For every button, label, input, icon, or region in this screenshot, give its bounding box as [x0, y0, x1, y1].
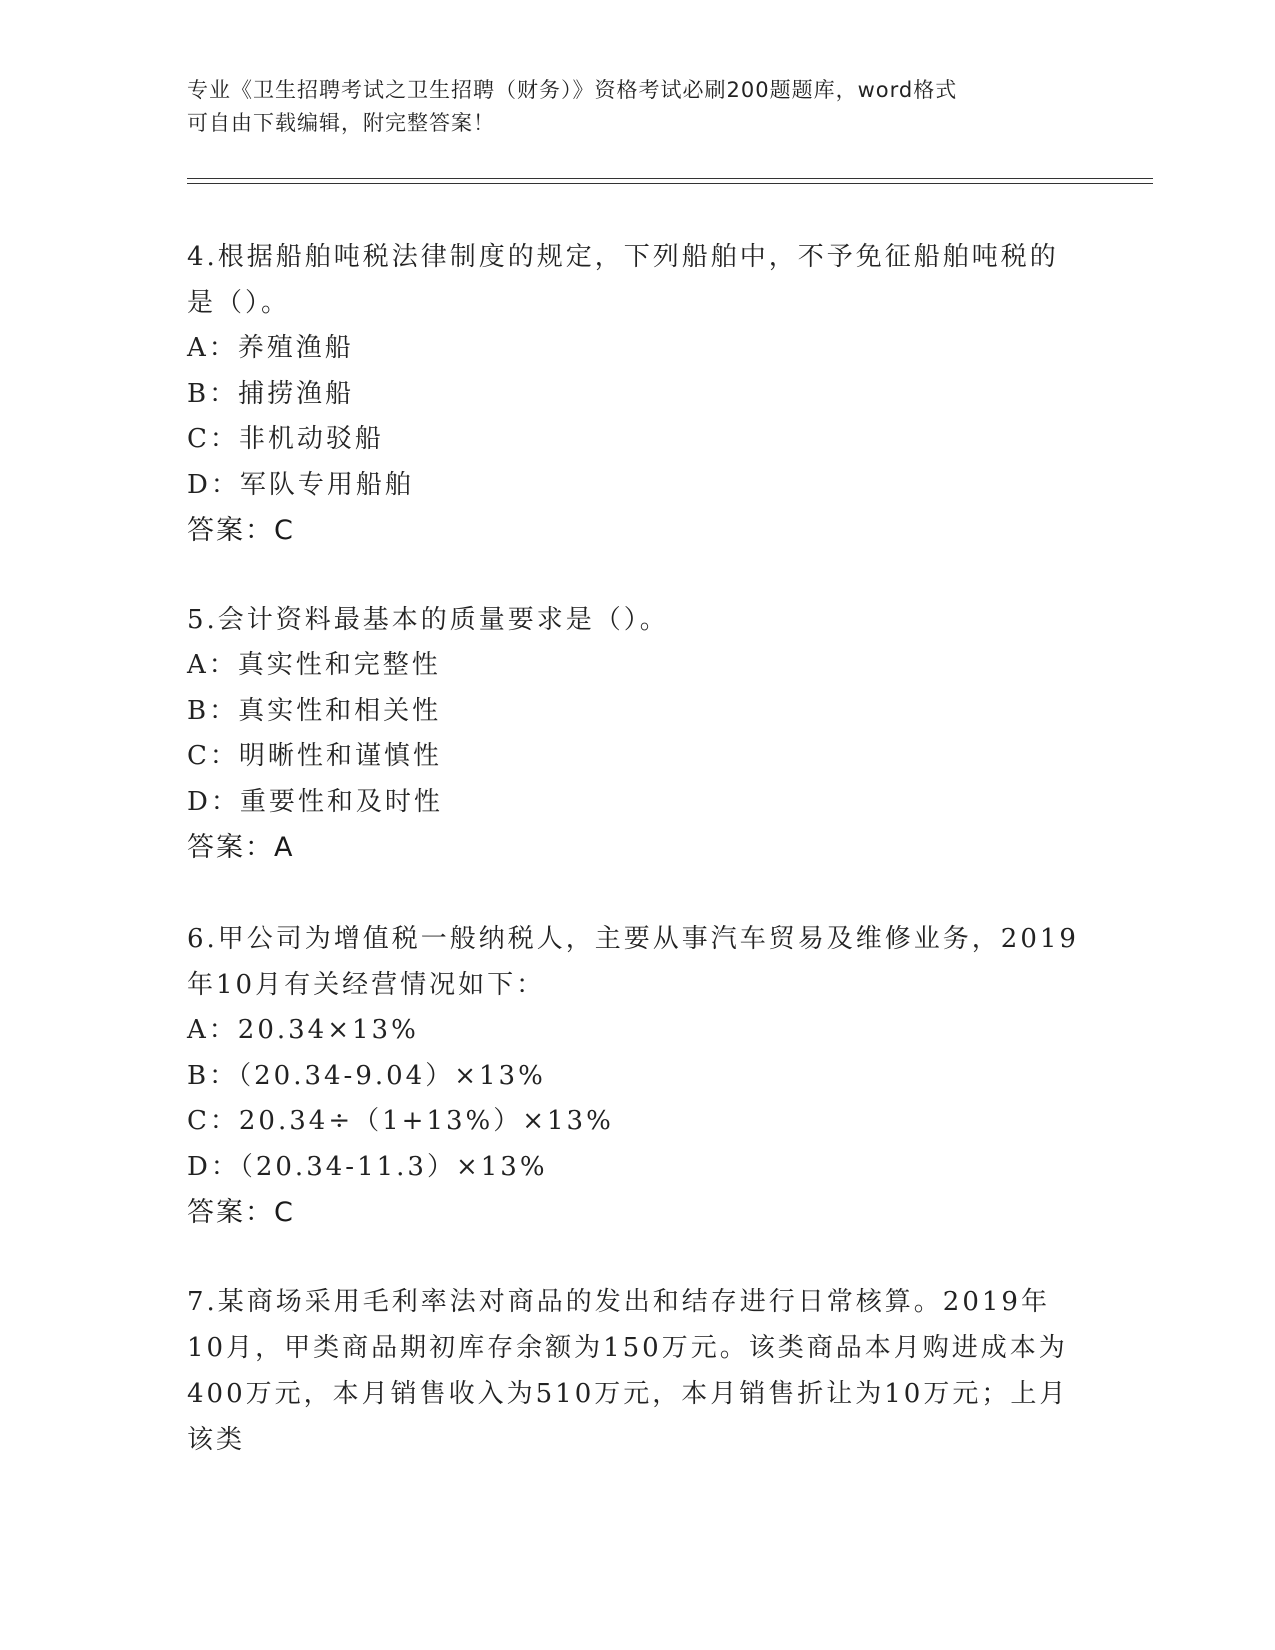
- question-5: [187, 597, 1087, 871]
- header-line-1: 专业《卫生招聘考试之卫生招聘（财务）》资格考试必刷200题题库，word格式: [187, 78, 958, 102]
- option-d: D：（20.34-11.3）×13%: [187, 1151, 548, 1182]
- question-text: 7.某商场采用毛利率法对商品的发出和结存进行日常核算。2019年10月，甲类商品期初库存余额为150万元。该类商品本月购进成本为400万元，本月销售收入为510万元，本月销售折让为10万元；上月该类: [187, 1287, 1069, 1455]
- option-b: B：（20.34-9.04）×13%: [187, 1060, 546, 1091]
- question-text: 4.根据船舶吨税法律制度的规定，下列船舶中，不予免征船舶吨税的是（）。: [187, 242, 1059, 318]
- option-a: A：养殖渔船: [187, 333, 354, 363]
- answer: 答案：C: [187, 515, 295, 546]
- question-4: [187, 234, 1087, 554]
- question-7: [187, 1279, 1087, 1463]
- header-divider-bottom: [187, 183, 1153, 184]
- question-6: [187, 916, 1087, 1236]
- option-c: C：20.34÷（1+13%）×13%: [187, 1106, 614, 1136]
- option-a: A：真实性和完整性: [187, 650, 441, 680]
- option-b: B：真实性和相关性: [187, 695, 442, 726]
- option-a: A：20.34×13%: [187, 1015, 419, 1045]
- answer: 答案：A: [187, 832, 295, 863]
- answer: 答案：C: [187, 1197, 295, 1228]
- header-divider-top: [187, 178, 1153, 179]
- header-line-2: 可自由下载编辑，附完整答案！: [187, 111, 495, 135]
- option-c: C：明晰性和谨慎性: [187, 741, 442, 771]
- question-text: 5.会计资料最基本的质量要求是（）。: [187, 605, 669, 635]
- option-c: C：非机动驳船: [187, 424, 384, 454]
- question-text: 6.甲公司为增值税一般纳税人，主要从事汽车贸易及维修业务，2019年10月有关经营情况如下：: [187, 924, 1079, 1000]
- document-header: [187, 74, 1087, 140]
- option-d: D：军队专用船舶: [187, 469, 414, 500]
- option-d: D：重要性和及时性: [187, 786, 443, 817]
- option-b: B：捕捞渔船: [187, 378, 355, 409]
